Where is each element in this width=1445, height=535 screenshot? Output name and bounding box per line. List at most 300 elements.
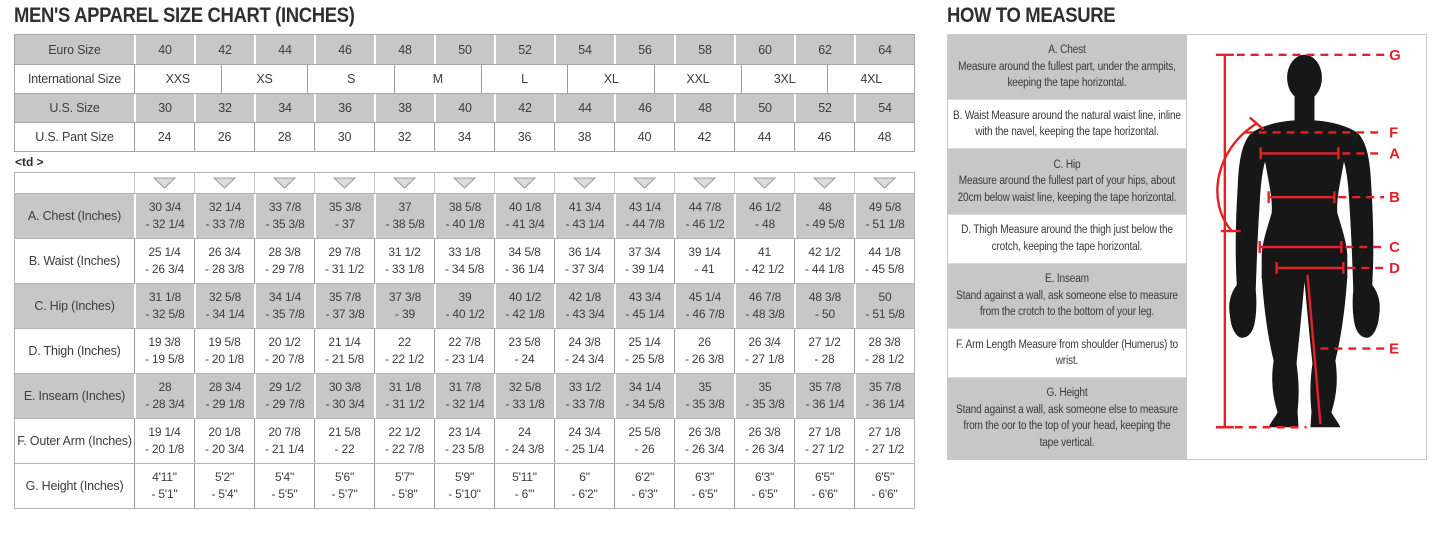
range-cell bbox=[734, 464, 794, 508]
how-to-measure-section bbox=[947, 5, 1427, 460]
range-max: - 48 bbox=[755, 217, 775, 231]
range-cell bbox=[554, 329, 614, 373]
range-min: 27 1/8 bbox=[868, 425, 901, 439]
range-max: - 32 1/4 bbox=[445, 397, 485, 411]
range-cell bbox=[614, 284, 674, 328]
range-min: 29 1/2 bbox=[268, 380, 302, 394]
measure-item-body: F. Arm Length Measure from shoulder (Humerus) to wrist. bbox=[956, 338, 1178, 368]
range-max: - 20 7/8 bbox=[264, 352, 305, 366]
size-conversion-table bbox=[14, 34, 915, 152]
range-max: - 30 3/4 bbox=[325, 397, 365, 411]
range-cell bbox=[254, 284, 314, 328]
row-label: C. Hip (Inches) bbox=[34, 299, 115, 313]
size-value-cell: 42 bbox=[194, 35, 254, 64]
sort-down-icon[interactable] bbox=[513, 177, 536, 189]
range-max: - 37 bbox=[335, 217, 355, 231]
range-cell bbox=[254, 464, 314, 508]
range-max: - 5'10" bbox=[448, 487, 481, 501]
range-max: - 29 7/8 bbox=[265, 397, 305, 411]
table-row-g-height-inches bbox=[15, 463, 914, 508]
range-cell bbox=[134, 239, 194, 283]
torso-shape bbox=[1251, 120, 1359, 278]
range-max: - 28 bbox=[814, 352, 835, 366]
range-min: 26 3/4 bbox=[748, 335, 781, 349]
range-max: - 51 5/8 bbox=[865, 307, 905, 321]
table-row-euro-size bbox=[15, 35, 914, 64]
measure-item-heading: A. Chest bbox=[1048, 44, 1086, 57]
column-header-cell bbox=[614, 173, 674, 193]
range-max: - 25 1/4 bbox=[564, 442, 605, 456]
range-max: - 33 7/8 bbox=[565, 397, 605, 411]
sort-down-icon[interactable] bbox=[813, 177, 836, 189]
measure-item-body: D. Thigh Measure around the thigh just below the crotch, keeping the tape horizontal. bbox=[961, 224, 1173, 253]
range-max: - 22 bbox=[334, 442, 355, 456]
range-max: - 27 1/2 bbox=[864, 442, 905, 456]
range-max: - 5'7" bbox=[331, 487, 358, 501]
size-value-cell: XL bbox=[567, 65, 654, 93]
range-min: 22 7/8 bbox=[448, 335, 481, 349]
range-max: - 36 1/4 bbox=[504, 262, 545, 276]
measure-item-heading: E. Inseam bbox=[1045, 273, 1089, 286]
range-cell bbox=[374, 374, 434, 418]
range-min: 27 1/2 bbox=[808, 335, 841, 349]
range-max: - 23 5/8 bbox=[444, 442, 485, 456]
range-max: - 35 3/8 bbox=[265, 217, 305, 231]
size-value-cell: 40 bbox=[434, 94, 494, 122]
size-value-cell: 42 bbox=[674, 123, 734, 151]
range-min: 33 7/8 bbox=[268, 200, 302, 214]
size-value-cell: S bbox=[307, 65, 394, 93]
row-label: U.S. Pant Size bbox=[35, 130, 114, 144]
range-max: - 34 1/4 bbox=[205, 307, 245, 321]
size-value-cell: 50 bbox=[434, 35, 494, 64]
row-values bbox=[134, 194, 914, 238]
range-max: - 20 3/4 bbox=[204, 442, 245, 456]
range-max: - 45 5/8 bbox=[864, 262, 905, 276]
measure-item-c-hip bbox=[948, 148, 1186, 213]
range-cell bbox=[614, 464, 674, 508]
size-value-cell: 24 bbox=[134, 123, 194, 151]
range-cell bbox=[314, 284, 374, 328]
range-cell bbox=[434, 329, 494, 373]
range-cell bbox=[674, 419, 734, 463]
range-min: 37 3/4 bbox=[628, 245, 661, 259]
sort-down-icon[interactable] bbox=[453, 177, 476, 189]
range-cell bbox=[374, 194, 434, 238]
sort-down-icon[interactable] bbox=[393, 177, 416, 189]
range-max: - 44 7/8 bbox=[625, 217, 665, 231]
range-cell bbox=[134, 464, 194, 508]
diagram-label-b: B bbox=[1389, 189, 1400, 207]
range-max: - 6'5" bbox=[691, 487, 718, 501]
size-value-cell: 38 bbox=[374, 94, 434, 122]
empty-header-cell bbox=[15, 173, 134, 193]
range-min: 48 bbox=[818, 200, 832, 214]
range-min: 25 5/8 bbox=[628, 425, 661, 439]
measure-item-b-waist bbox=[948, 99, 1186, 148]
range-min: 46 7/8 bbox=[748, 290, 782, 304]
left-arm-shape bbox=[1229, 133, 1266, 337]
range-cell bbox=[554, 239, 614, 283]
range-cell bbox=[434, 239, 494, 283]
range-min: 27 1/8 bbox=[808, 425, 841, 439]
measure-item-text: Stand against a wall, ask someone else to measure from the oor to the top of your head, keeping the tape vertical. bbox=[956, 403, 1178, 449]
row-values bbox=[134, 123, 914, 151]
table-row-c-hip-inches bbox=[15, 283, 914, 328]
size-value-cell: XXS bbox=[134, 65, 221, 93]
range-max: - 6'6" bbox=[871, 487, 898, 501]
range-max: - 22 1/2 bbox=[384, 352, 425, 366]
range-cell bbox=[134, 194, 194, 238]
range-min: 43 1/4 bbox=[628, 200, 662, 214]
range-cell bbox=[794, 374, 854, 418]
range-cell bbox=[374, 329, 434, 373]
range-min: 40 1/2 bbox=[508, 290, 542, 304]
measure-item-body bbox=[953, 271, 1181, 321]
right-arm-shape bbox=[1342, 133, 1379, 337]
range-max: - 29 1/8 bbox=[205, 397, 245, 411]
range-min: 21 5/8 bbox=[328, 425, 361, 439]
range-max: - 40 1/2 bbox=[445, 307, 485, 321]
range-max: - 6'5" bbox=[751, 487, 778, 501]
size-value-cell: 54 bbox=[854, 94, 914, 122]
size-value-cell: 46 bbox=[614, 94, 674, 122]
range-min: 23 1/4 bbox=[448, 425, 481, 439]
range-cell bbox=[194, 239, 254, 283]
range-cell bbox=[434, 464, 494, 508]
range-min: 19 3/8 bbox=[148, 335, 181, 349]
range-min: 48 3/8 bbox=[808, 290, 842, 304]
how-to-measure-title: HOW TO MEASURE bbox=[947, 4, 1116, 27]
range-cell bbox=[434, 194, 494, 238]
range-cell bbox=[614, 194, 674, 238]
range-cell bbox=[194, 374, 254, 418]
height-line-g bbox=[1216, 55, 1234, 427]
left-leg-shape bbox=[1262, 276, 1305, 427]
range-min: 31 1/8 bbox=[388, 380, 422, 394]
size-value-cell: 56 bbox=[614, 35, 674, 64]
range-cell bbox=[374, 239, 434, 283]
measure-item-d-thigh bbox=[948, 214, 1186, 263]
range-cell bbox=[374, 419, 434, 463]
size-value-cell: 44 bbox=[734, 123, 794, 151]
measure-item-text: Measure around the fullest part, under the armpits, keeping the tape horizontal. bbox=[958, 60, 1176, 90]
range-max: - 5'1" bbox=[151, 487, 178, 501]
range-min: 25 1/4 bbox=[148, 245, 181, 259]
range-min: 26 3/4 bbox=[208, 245, 241, 259]
sort-down-icon[interactable] bbox=[633, 177, 656, 189]
range-max: - 26 3/4 bbox=[144, 262, 185, 276]
diagram-label-a: A bbox=[1389, 145, 1400, 163]
range-cell bbox=[614, 239, 674, 283]
range-min: 43 3/4 bbox=[628, 290, 662, 304]
range-min: 6'5" bbox=[814, 470, 835, 484]
range-max: - 43 1/4 bbox=[565, 217, 605, 231]
range-min: 6'3" bbox=[754, 470, 775, 484]
measure-item-e-inseam bbox=[948, 263, 1186, 328]
range-cell bbox=[134, 329, 194, 373]
range-min: 50 bbox=[878, 290, 892, 304]
range-min: 5'4" bbox=[274, 470, 295, 484]
range-cell bbox=[794, 239, 854, 283]
range-cell bbox=[734, 374, 794, 418]
size-value-cell: 42 bbox=[494, 94, 554, 122]
sort-down-icon[interactable] bbox=[273, 177, 296, 189]
range-min: 44 1/8 bbox=[868, 245, 901, 259]
range-min: 33 1/2 bbox=[568, 380, 602, 394]
size-value-cell: 40 bbox=[614, 123, 674, 151]
row-values bbox=[134, 35, 914, 64]
range-min: 41 bbox=[758, 245, 771, 259]
range-min: 35 7/8 bbox=[868, 380, 902, 394]
range-max: - 42 1/2 bbox=[744, 262, 785, 276]
range-cell bbox=[794, 419, 854, 463]
table-row-a-chest-inches bbox=[15, 193, 914, 238]
range-min: 23 5/8 bbox=[508, 335, 541, 349]
sort-down-icon[interactable] bbox=[753, 177, 776, 189]
range-max: - 48 3/8 bbox=[745, 307, 785, 321]
range-min: 20 7/8 bbox=[268, 425, 301, 439]
range-min: 21 1/4 bbox=[328, 335, 361, 349]
range-cell bbox=[674, 329, 734, 373]
range-max: - 39 1/4 bbox=[624, 262, 665, 276]
sort-down-icon[interactable] bbox=[573, 177, 596, 189]
table-row-f-outer-arm-inches bbox=[15, 418, 914, 463]
range-cell bbox=[734, 419, 794, 463]
range-min: 37 3/8 bbox=[388, 290, 422, 304]
measure-item-heading: C. Hip bbox=[1053, 158, 1081, 171]
range-cell bbox=[674, 239, 734, 283]
stray-markup-text: <td > bbox=[15, 155, 44, 169]
range-cell bbox=[494, 329, 554, 373]
range-cell bbox=[554, 464, 614, 508]
column-header-cell bbox=[734, 173, 794, 193]
range-cell bbox=[854, 239, 914, 283]
range-cell bbox=[854, 329, 914, 373]
range-min: 45 1/4 bbox=[688, 290, 722, 304]
right-leg-shape bbox=[1305, 276, 1348, 427]
range-cell bbox=[314, 194, 374, 238]
sort-down-icon[interactable] bbox=[873, 177, 896, 189]
range-cell bbox=[134, 374, 194, 418]
range-max: - 34 5/8 bbox=[444, 262, 485, 276]
range-cell bbox=[254, 194, 314, 238]
range-cell bbox=[314, 374, 374, 418]
range-min: 24 3/8 bbox=[568, 335, 601, 349]
measure-item-g-height bbox=[948, 377, 1186, 459]
column-header-cell bbox=[554, 173, 614, 193]
row-label: B. Waist (Inches) bbox=[28, 254, 121, 268]
range-cell bbox=[374, 464, 434, 508]
range-cell bbox=[614, 419, 674, 463]
size-chart-section bbox=[14, 5, 915, 509]
range-cell bbox=[194, 464, 254, 508]
row-values bbox=[134, 374, 914, 418]
range-max: - 6'6" bbox=[811, 487, 838, 501]
range-min: 35 7/8 bbox=[328, 290, 362, 304]
range-max: - 35 7/8 bbox=[265, 307, 305, 321]
diagram-label-c: C bbox=[1389, 238, 1400, 256]
range-cell bbox=[614, 374, 674, 418]
range-max: - 32 1/4 bbox=[145, 217, 185, 231]
sort-down-icon[interactable] bbox=[693, 177, 716, 189]
size-value-cell: 50 bbox=[734, 94, 794, 122]
range-cell bbox=[794, 329, 854, 373]
range-max: - 34 5/8 bbox=[625, 397, 665, 411]
range-cell bbox=[854, 464, 914, 508]
size-value-cell: 4XL bbox=[827, 65, 914, 93]
table-row-u-s-pant-size bbox=[15, 122, 914, 151]
range-max: - 25 5/8 bbox=[624, 352, 665, 366]
size-value-cell: 52 bbox=[494, 35, 554, 64]
range-cell bbox=[734, 194, 794, 238]
table-row-b-waist-inches bbox=[15, 238, 914, 283]
range-min: 6" bbox=[579, 470, 590, 484]
range-min: 31 1/2 bbox=[388, 245, 421, 259]
range-min: 26 bbox=[698, 335, 711, 349]
range-cell bbox=[854, 374, 914, 418]
range-min: 32 1/4 bbox=[208, 200, 242, 214]
range-max: - 28 3/4 bbox=[145, 397, 185, 411]
row-values bbox=[134, 464, 914, 508]
size-value-cell: M bbox=[394, 65, 481, 93]
row-label: D. Thigh (Inches) bbox=[28, 344, 121, 358]
range-min: 36 1/4 bbox=[568, 245, 601, 259]
measurement-table-header bbox=[15, 173, 914, 193]
range-max: - 5'4" bbox=[211, 487, 238, 501]
range-cell bbox=[734, 239, 794, 283]
range-cell bbox=[794, 284, 854, 328]
range-max: - 36 1/4 bbox=[805, 397, 845, 411]
row-label: U.S. Size bbox=[49, 101, 100, 115]
range-cell bbox=[134, 284, 194, 328]
size-value-cell: 36 bbox=[494, 123, 554, 151]
column-header-cell bbox=[254, 173, 314, 193]
range-cell bbox=[254, 374, 314, 418]
measure-item-body bbox=[953, 385, 1181, 451]
page-title: MEN'S APPAREL SIZE CHART (INCHES) bbox=[14, 4, 355, 27]
range-min: 34 1/4 bbox=[268, 290, 302, 304]
size-value-cell: 38 bbox=[554, 123, 614, 151]
range-cell bbox=[254, 419, 314, 463]
range-max: - 39 bbox=[395, 307, 415, 321]
range-max: - 21 1/4 bbox=[264, 442, 305, 456]
range-cell bbox=[854, 419, 914, 463]
range-cell bbox=[314, 329, 374, 373]
range-max: - 21 5/8 bbox=[324, 352, 365, 366]
range-max: - 5'8" bbox=[391, 487, 418, 501]
range-max: - 22 7/8 bbox=[384, 442, 425, 456]
range-cell bbox=[494, 464, 554, 508]
range-min: 28 bbox=[158, 380, 172, 394]
size-value-cell: 3XL bbox=[741, 65, 828, 93]
measure-item-heading: G. Height bbox=[1046, 387, 1088, 400]
size-value-cell: 54 bbox=[554, 35, 614, 64]
size-value-cell: 52 bbox=[794, 94, 854, 122]
measure-item-f-arm-length bbox=[948, 328, 1186, 377]
range-min: 24 3/4 bbox=[568, 425, 601, 439]
range-cell bbox=[554, 419, 614, 463]
range-max: - 5'5" bbox=[271, 487, 298, 501]
range-max: - 37 3/8 bbox=[325, 307, 365, 321]
range-min: 5'11" bbox=[512, 470, 537, 484]
sort-down-icon[interactable] bbox=[153, 177, 176, 189]
column-header-cell bbox=[374, 173, 434, 193]
range-max: - 27 1/8 bbox=[744, 352, 785, 366]
range-min: 20 1/2 bbox=[268, 335, 301, 349]
row-label: F. Outer Arm (Inches) bbox=[17, 434, 132, 448]
range-cell bbox=[674, 464, 734, 508]
range-cell bbox=[314, 464, 374, 508]
diagram-label-g: G bbox=[1389, 46, 1401, 64]
range-max: - 37 3/4 bbox=[564, 262, 605, 276]
range-min: 35 bbox=[698, 380, 712, 394]
range-max: - 46 1/2 bbox=[685, 217, 725, 231]
range-cell bbox=[494, 374, 554, 418]
measurement-table bbox=[14, 172, 915, 509]
row-label: International Size bbox=[28, 72, 121, 86]
range-min: 46 1/2 bbox=[748, 200, 782, 214]
range-min: 42 1/8 bbox=[568, 290, 602, 304]
sort-down-icon[interactable] bbox=[333, 177, 356, 189]
column-header-cell bbox=[494, 173, 554, 193]
column-header-cell bbox=[314, 173, 374, 193]
range-max: - 49 5/8 bbox=[805, 217, 845, 231]
measure-item-text: Stand against a wall, ask someone else to measure from the crotch to the bottom of your leg. bbox=[956, 289, 1178, 319]
column-header-cell bbox=[434, 173, 494, 193]
range-max: - 32 5/8 bbox=[145, 307, 185, 321]
column-header-cell bbox=[854, 173, 914, 193]
range-min: 39 bbox=[458, 290, 472, 304]
range-max: - 27 1/2 bbox=[804, 442, 845, 456]
range-cell bbox=[734, 329, 794, 373]
range-max: - 6'2" bbox=[571, 487, 598, 501]
column-header-cell bbox=[194, 173, 254, 193]
range-cell bbox=[134, 419, 194, 463]
range-max: - 24 3/4 bbox=[564, 352, 605, 366]
range-cell bbox=[494, 419, 554, 463]
size-value-cell: 44 bbox=[554, 94, 614, 122]
range-max: - 35 3/8 bbox=[745, 397, 785, 411]
range-min: 39 1/4 bbox=[688, 245, 721, 259]
table-row-e-inseam-inches bbox=[15, 373, 914, 418]
range-min: 29 7/8 bbox=[328, 245, 361, 259]
range-max: - 20 1/8 bbox=[144, 442, 185, 456]
range-cell bbox=[194, 329, 254, 373]
column-header-cell bbox=[794, 173, 854, 193]
range-cell bbox=[314, 419, 374, 463]
measure-item-body bbox=[953, 157, 1181, 207]
range-min: 28 3/4 bbox=[208, 380, 242, 394]
range-max: - 26 bbox=[634, 442, 655, 456]
range-cell bbox=[374, 284, 434, 328]
range-min: 44 7/8 bbox=[688, 200, 722, 214]
range-max: - 41 bbox=[694, 262, 715, 276]
size-value-cell: 62 bbox=[794, 35, 854, 64]
size-value-cell: 26 bbox=[194, 123, 254, 151]
range-min: 34 1/4 bbox=[628, 380, 662, 394]
range-min: 30 3/8 bbox=[328, 380, 362, 394]
range-min: 31 7/8 bbox=[448, 380, 482, 394]
range-min: 28 3/8 bbox=[268, 245, 301, 259]
range-min: 40 1/8 bbox=[508, 200, 542, 214]
size-value-cell: 48 bbox=[854, 123, 914, 151]
table-row-d-thigh-inches bbox=[15, 328, 914, 373]
range-min: 6'3" bbox=[694, 470, 715, 484]
range-max: - 31 1/2 bbox=[385, 397, 425, 411]
column-header-cell bbox=[134, 173, 194, 193]
sort-down-icon[interactable] bbox=[213, 177, 236, 189]
